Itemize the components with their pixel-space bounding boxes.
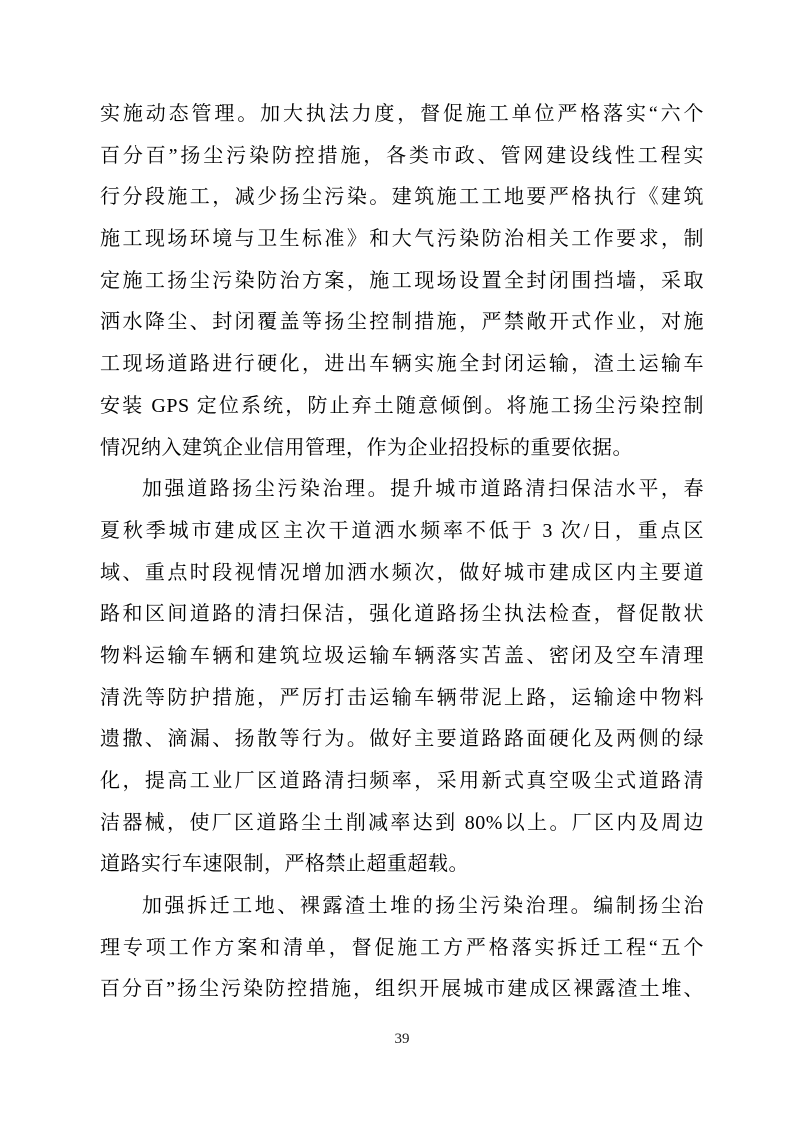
text-line: 施工现场环境与卫生标准》和大气污染防治相关工作要求，制 [100,228,704,251]
text-line: 洒水降尘、封闭覆盖等扬尘控制措施，严禁敞开式作业，对施 [100,311,704,334]
text-line: 加强拆迁工地、裸露渣土堆的扬尘污染治理。编制扬尘治 [142,895,704,918]
text-line: 遗撒、滴漏、扬散等行为。做好主要道路路面硬化及两侧的绿 [100,728,704,751]
text-line: 安装 GPS 定位系统，防止弃土随意倾倒。将施工扬尘污染控制 [100,394,704,417]
text-line: 夏秋季城市建成区主次干道洒水频率不低于 3 次/日，重点区 [100,519,704,542]
text-line: 物料运输车辆和建筑垃圾运输车辆落实苫盖、密闭及空车清理 [100,644,704,667]
text-line: 域、重点时段视情况增加洒水频次，做好城市建成区内主要道 [100,561,704,584]
text-line: 理专项工作方案和清单，督促施工方严格落实拆迁工程“五个 [100,936,704,959]
page-footer [100,1030,704,1048]
text-line: 定施工扬尘污染防治方案，施工现场设置全封闭围挡墙，采取 [100,269,704,292]
text-line: 行分段施工，减少扬尘污染。建筑施工工地要严格执行《建筑 [100,186,704,209]
text-line: 工现场道路进行硬化，进出车辆实施全封闭运输，渣土运输车 [100,353,704,376]
text-line: 清洗等防护措施，严厉打击运输车辆带泥上路，运输途中物料 [100,686,704,709]
text-line: 百分百”扬尘污染防控措施，各类市政、管网建设线性工程实 [100,144,704,167]
text-block [100,94,704,1011]
text-line: 百分百”扬尘污染防控措施，组织开展城市建成区裸露渣土堆、 [100,978,704,1001]
text-line: 加强道路扬尘污染治理。提升城市道路清扫保洁水平，春 [142,478,704,501]
text-line: 路和区间道路的清扫保洁，强化道路扬尘执法检查，督促散状 [100,603,704,626]
text-line: 情况纳入建筑企业信用管理，作为企业招投标的重要依据。 [100,436,633,459]
text-line: 洁器械，使厂区道路尘土削减率达到 80%以上。厂区内及周边 [100,811,704,834]
page-number: 39 [394,1031,410,1047]
text-line: 化，提高工业厂区道路清扫频率，采用新式真空吸尘式道路清 [100,770,704,792]
text-line: 道路实行车速限制，严格禁止超重超载。 [100,853,469,876]
text-line: 实施动态管理。加大执法力度，督促施工单位严格落实“六个 [100,103,704,125]
